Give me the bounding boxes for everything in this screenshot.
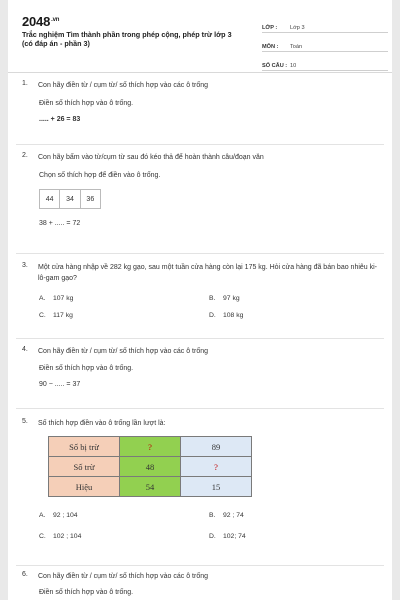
question-text: Con hãy điền từ / cụm từ/ số thích hợp vào các ô trống [38,573,208,580]
question-text: Con hãy điền từ / cụm từ/ số thích hợp vào các ô trống [38,82,208,89]
question-number: 5. [22,418,28,425]
question-instruction: Điền số thích hợp vào ô trống. [39,365,134,372]
question-text: Con hãy bấm vào từ/cụm từ sau đó kéo thả để hoàn thành câu/đoạn văn [38,154,264,161]
drag-tile[interactable]: 34 [60,190,80,208]
option-text: 108 kg [223,312,244,319]
option-letter: D. [209,312,216,319]
question-instruction: Điền số thích hợp vào ô trống. [39,589,134,596]
subtraction-table [48,436,252,497]
question-expression[interactable]: 90 − ..... = 37 [39,381,81,388]
option-c[interactable] [39,528,209,545]
worksheet-page [8,0,392,600]
option-b[interactable] [209,507,379,524]
meta-row-subject [262,37,388,52]
question-text: Một cửa hàng nhập về 282 kg gạo, sau một tuần cửa hàng còn lại 175 kg. Hỏi cửa hàng đã bán bao nhiêu ki-lô-gam gạo? [38,264,378,282]
table-row-label: Số trừ [49,457,120,477]
option-letter: B. [209,295,216,302]
question-expression[interactable]: 38 + ..... = 72 [39,220,81,227]
header-divider [8,72,392,73]
question-expression[interactable]: ..... + 26 = 83 [39,116,81,123]
option-text: 97 kg [223,295,240,302]
question-text: Con hãy điền từ / cụm từ/ số thích hợp vào các ô trống [38,348,208,355]
table-cell: 89 [181,437,252,457]
meta-key: MÔN : [262,44,279,50]
meta-value: Lớp 3 [290,25,305,31]
option-text: 102 ; 104 [53,533,82,540]
option-letter: C. [39,533,46,540]
table-row-label: Hiệu [49,477,120,497]
question-number: 2. [22,152,28,159]
table-cell: 54 [120,477,181,497]
question-4 [22,346,384,388]
question-divider [16,144,384,145]
option-d[interactable] [209,528,379,545]
drag-tile[interactable]: 44 [40,190,60,208]
answer-options [39,290,384,324]
site-logo[interactable] [22,14,59,29]
option-d[interactable] [209,307,379,324]
drag-tile[interactable]: 36 [86,195,95,203]
meta-value: 10 [290,63,297,69]
question-number: 6. [22,571,28,578]
question-divider [16,338,384,339]
question-5 [22,418,384,545]
worksheet-header [16,14,384,69]
option-c[interactable] [39,307,209,324]
answer-options [39,507,384,545]
question-3 [22,262,384,324]
table-cell-unknown: ? [181,457,252,477]
option-a[interactable] [39,507,209,524]
question-divider [16,565,384,566]
meta-box [262,18,388,75]
option-b[interactable] [209,290,379,307]
meta-key: SỐ CÂU : [262,63,288,69]
table-row-label: Số bị trừ [49,437,120,457]
option-letter: B. [209,512,216,519]
question-divider [16,253,384,254]
question-instruction: Chọn số thích hợp để điền vào ô trống. [39,172,161,179]
question-instruction: Điền số thích hợp vào ô trống. [39,100,134,107]
option-letter: A. [39,295,46,302]
option-letter: A. [39,512,46,519]
question-2 [22,152,384,227]
question-text: Số thích hợp điền vào ô trống lần lượt là: [38,420,166,427]
question-number: 3. [22,262,28,269]
option-text: 102; 74 [223,533,246,540]
question-divider [16,408,384,409]
option-text: 92 ; 104 [53,512,78,519]
logo-text: 2048 [22,14,51,29]
drag-tiles [39,189,101,209]
meta-row-count [262,56,388,71]
option-a[interactable] [39,290,209,307]
table-cell-unknown: ? [120,437,181,457]
question-number: 4. [22,346,28,353]
meta-value: Toán [290,44,303,50]
question-number: 1. [22,80,28,87]
option-text: 107 kg [53,295,74,302]
option-letter: C. [39,312,46,319]
question-1 [22,80,384,123]
page-title: Trắc nghiệm Tìm thành phần trong phép cộng, phép trừ lớp 3 (có đáp án - phần 3) [22,30,232,48]
logo-suffix: .vn [51,16,60,23]
option-text: 92 ; 74 [223,512,244,519]
table-cell: 48 [120,457,181,477]
table-cell: 15 [181,477,252,497]
meta-key: LỚP : [262,25,278,31]
question-6 [22,571,384,596]
option-text: 117 kg [53,312,73,319]
option-letter: D. [209,533,216,540]
meta-row-class [262,18,388,33]
